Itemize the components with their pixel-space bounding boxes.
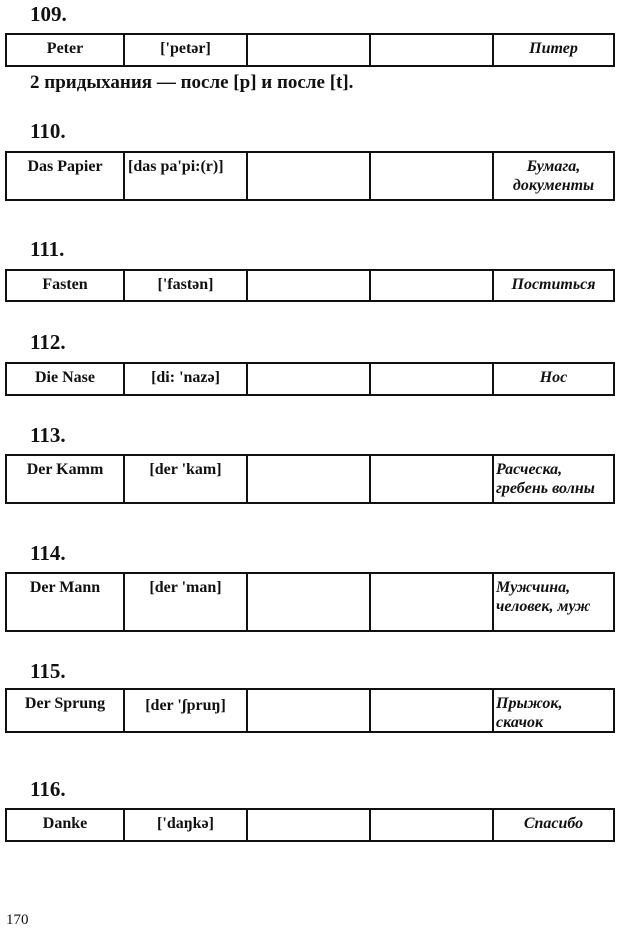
table-row-116 bbox=[5, 808, 615, 842]
table-row-113 bbox=[5, 454, 615, 504]
empty-cell bbox=[248, 271, 371, 300]
entry-number-116: 116. bbox=[30, 777, 66, 801]
transcription-cell: ['petər] bbox=[125, 35, 248, 65]
transcription-cell: [di: 'nazə] bbox=[125, 364, 248, 394]
table-row-112 bbox=[5, 362, 615, 396]
empty-cell bbox=[371, 271, 494, 300]
translation-line-1: Расческа, bbox=[496, 461, 563, 478]
word-cell: Danke bbox=[7, 810, 125, 840]
translation-cell bbox=[494, 810, 613, 840]
table-row-114 bbox=[5, 572, 615, 632]
word-cell: Der Kamm bbox=[7, 456, 125, 502]
translation-line-2: гребень волны bbox=[496, 480, 595, 497]
word-cell: Fasten bbox=[7, 271, 125, 300]
transcription-cell: [der 'ʃpruŋ] bbox=[125, 690, 248, 731]
transcription-cell: ['daŋkə] bbox=[125, 810, 248, 840]
word-cell: Das Papier bbox=[7, 153, 125, 199]
word-cell: Peter bbox=[7, 35, 125, 65]
translation-cell bbox=[494, 153, 613, 199]
empty-cell bbox=[371, 810, 494, 840]
translation-cell bbox=[494, 574, 613, 630]
translation-line-2: скачок bbox=[496, 714, 544, 731]
transcription-cell: [der 'kam] bbox=[125, 456, 248, 502]
empty-cell bbox=[371, 153, 494, 199]
table-row-115 bbox=[5, 688, 615, 733]
translation-line-1: Питер bbox=[529, 40, 578, 57]
translation-line-1: Бумага, bbox=[526, 158, 581, 175]
note-aspiration: 2 придыхания — после [p] и после [t]. bbox=[30, 72, 354, 93]
entry-number-114: 114. bbox=[30, 541, 66, 565]
empty-cell bbox=[371, 690, 494, 731]
translation-cell bbox=[494, 364, 613, 394]
transcription-cell: [der 'man] bbox=[125, 574, 248, 630]
translation-line-2: документы bbox=[512, 177, 595, 194]
entry-number-115: 115. bbox=[30, 659, 66, 683]
empty-cell bbox=[248, 153, 371, 199]
translation-cell bbox=[494, 35, 613, 65]
translation-cell bbox=[494, 690, 613, 731]
translation-line-1: Поститься bbox=[511, 276, 596, 293]
empty-cell bbox=[248, 456, 371, 502]
translation-line-1: Нос bbox=[539, 369, 568, 386]
translation-line-1: Мужчина, bbox=[496, 579, 571, 596]
word-cell: Die Nase bbox=[7, 364, 125, 394]
transcription-cell: [das pa'pi:(r)] bbox=[125, 153, 248, 199]
translation-cell bbox=[494, 271, 613, 300]
empty-cell bbox=[371, 456, 494, 502]
empty-cell bbox=[248, 810, 371, 840]
table-row-110 bbox=[5, 151, 615, 201]
empty-cell bbox=[371, 364, 494, 394]
entry-number-113: 113. bbox=[30, 423, 66, 447]
translation-line-1: Спасибо bbox=[523, 815, 584, 832]
table-row-111 bbox=[5, 269, 615, 302]
page-number: 170 bbox=[6, 912, 29, 928]
translation-line-1: Прыжок, bbox=[496, 695, 563, 712]
translation-line-2: человек, муж bbox=[496, 598, 591, 615]
empty-cell bbox=[248, 35, 371, 65]
table-row-109 bbox=[5, 33, 615, 67]
entry-number-111: 111. bbox=[30, 237, 65, 261]
word-cell: Der Sprung bbox=[7, 690, 125, 731]
entry-number-112: 112. bbox=[30, 330, 66, 354]
empty-cell bbox=[248, 574, 371, 630]
empty-cell bbox=[371, 574, 494, 630]
translation-cell bbox=[494, 456, 613, 502]
empty-cell bbox=[371, 35, 494, 65]
empty-cell bbox=[248, 364, 371, 394]
empty-cell bbox=[248, 690, 371, 731]
transcription-cell: ['fastən] bbox=[125, 271, 248, 300]
word-cell: Der Mann bbox=[7, 574, 125, 630]
entry-number-110: 110. bbox=[30, 119, 66, 143]
entry-number-109: 109. bbox=[30, 2, 67, 26]
